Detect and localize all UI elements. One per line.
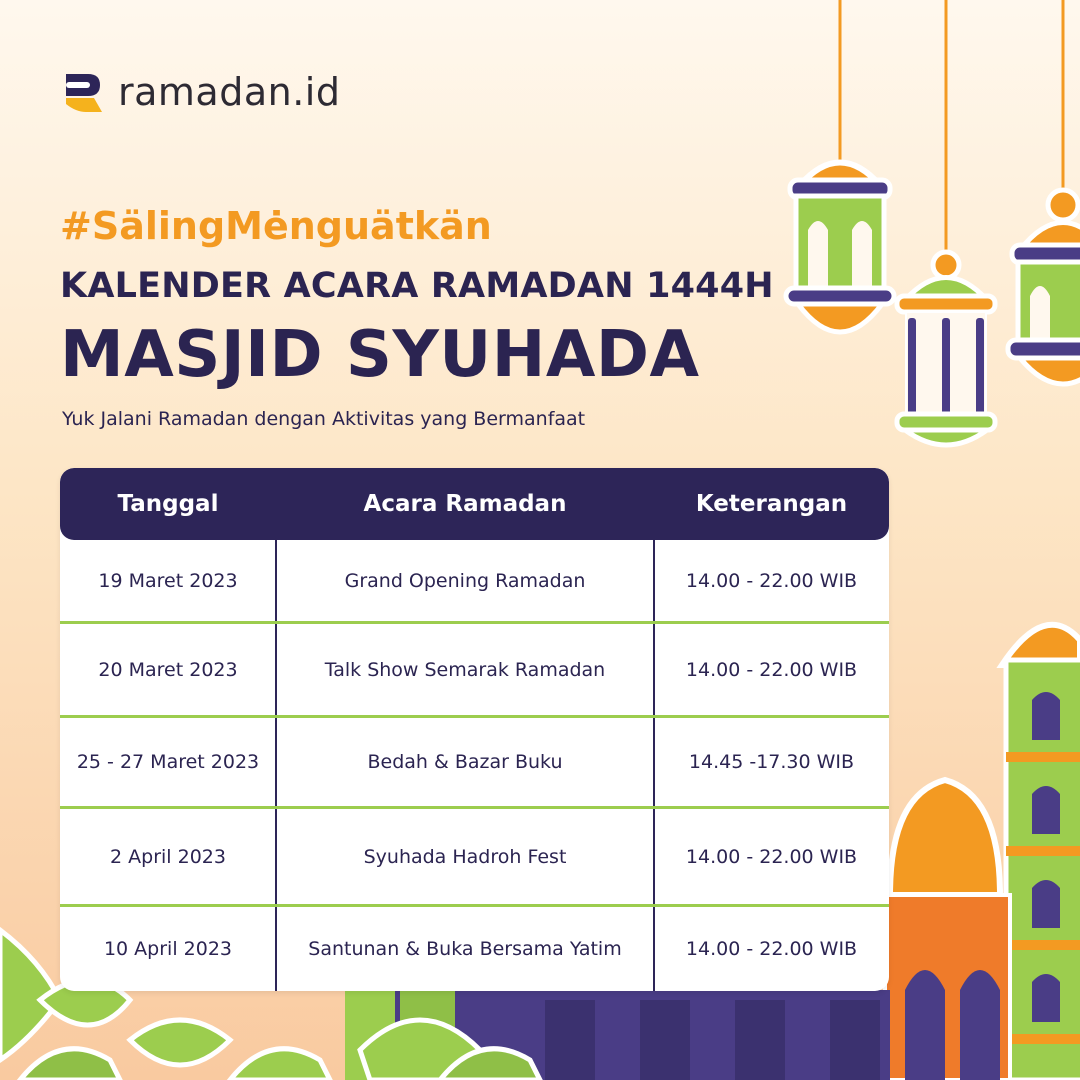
table-row	[60, 809, 889, 904]
note-cell: 14.00 - 22.00 WIB	[685, 658, 858, 681]
table-row	[60, 907, 889, 991]
lantern-icon-3	[1008, 190, 1080, 384]
table-row	[60, 624, 889, 715]
date-cell: 2 April 2023	[110, 845, 226, 868]
note-cell: 14.00 - 22.00 WIB	[685, 938, 858, 960]
event-cell: Syuhada Hadroh Fest	[363, 845, 567, 868]
table-row	[60, 540, 889, 622]
column-header-note: Keterangan	[695, 491, 848, 517]
event-cell: Grand Opening Ramadan	[344, 570, 586, 592]
table-row	[60, 718, 889, 806]
ramadan-logo-icon	[60, 68, 104, 116]
note-cell: 14.00 - 22.00 WIB	[685, 570, 858, 592]
lantern-icon-1	[786, 163, 894, 333]
date-cell: 10 April 2023	[103, 938, 233, 960]
brand-name: ramadan.id	[118, 70, 341, 114]
hashtag: #SälingMėnguätkän	[60, 204, 492, 248]
page-title: MASJID SYUHADA	[60, 318, 700, 392]
event-cell: Bedah & Bazar Buku	[367, 751, 563, 773]
note-cell: 14.45 -17.30 WIB	[688, 751, 855, 773]
tagline: Yuk Jalani Ramadan dengan Aktivitas yang Bermanfaat	[62, 408, 586, 430]
date-cell: 20 Maret 2023	[98, 658, 238, 681]
date-cell: 19 Maret 2023	[98, 570, 238, 592]
date-cell: 25 - 27 Maret 2023	[76, 751, 260, 773]
column-header-date: Tanggal	[117, 491, 219, 517]
event-table	[60, 468, 889, 991]
event-cell: Talk Show Semarak Ramadan	[324, 658, 606, 681]
table-header	[60, 468, 889, 540]
column-header-event: Acara Ramadan	[363, 491, 567, 517]
lantern-icon-2	[897, 252, 995, 445]
note-cell: 14.00 - 22.00 WIB	[685, 845, 858, 868]
brand-logo	[60, 68, 340, 116]
subtitle: KALENDER ACARA RAMADAN 1444H	[60, 266, 774, 306]
event-cell: Santunan & Buka Bersama Yatim	[308, 938, 622, 960]
